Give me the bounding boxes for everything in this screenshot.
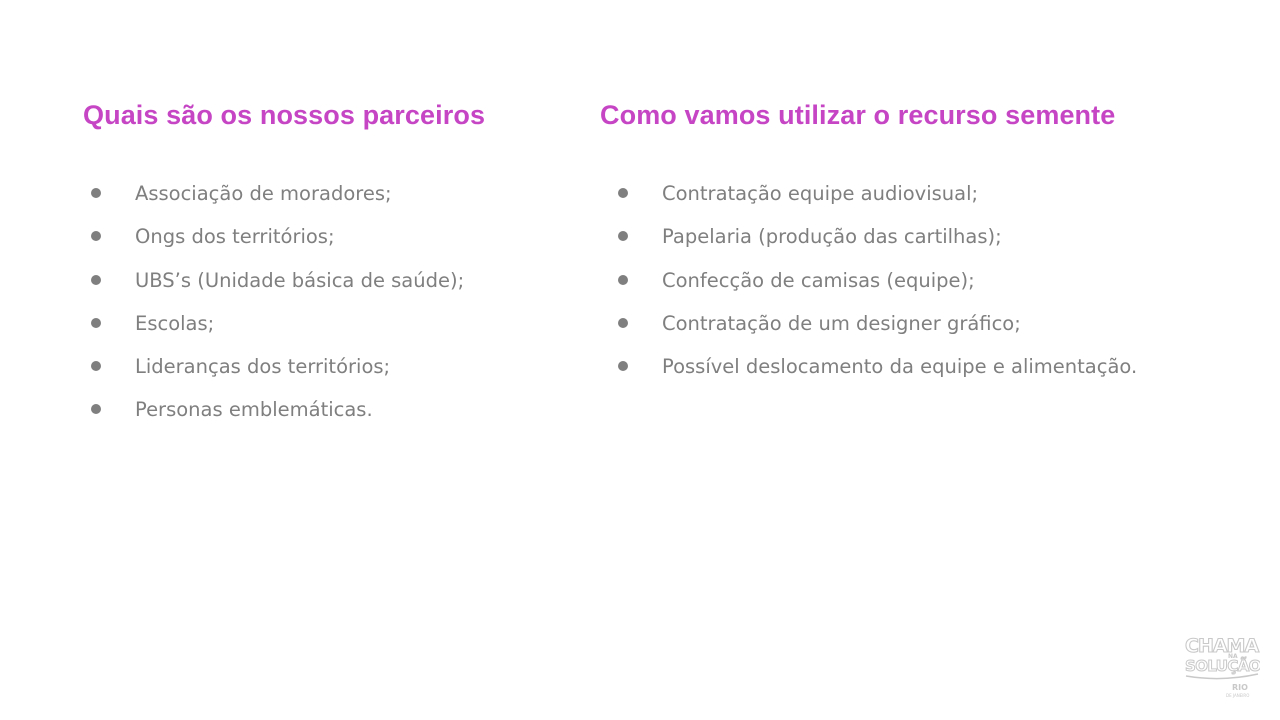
bullet-icon <box>91 275 101 285</box>
partner-item-text: Ongs dos territórios; <box>135 225 335 249</box>
partner-item-text: Associação de moradores; <box>135 182 392 205</box>
bullet-icon <box>91 231 101 241</box>
partner-item-text: UBS’s (Unidade básica de saúde); <box>135 268 465 292</box>
resource-usage-heading: Como vamos utilizar o recurso semente <box>600 100 1116 130</box>
resource-usage-item-text: Possível deslocamento da equipe e alimentação. <box>662 355 1138 379</box>
resource-usage-item-text: Contratação equipe audiovisual; <box>662 182 979 205</box>
svg-text:SOLUÇÃO <box>1185 656 1260 675</box>
bullet-icon <box>91 188 101 198</box>
svg-text:DE JANEIRO <box>1226 693 1249 698</box>
bullet-icon <box>91 318 101 328</box>
partner-item-text: Escolas; <box>135 311 215 335</box>
bullet-icon <box>618 231 628 241</box>
bullet-icon <box>91 361 101 371</box>
bullet-icon <box>618 361 628 371</box>
svg-text:CHAMA <box>1185 635 1259 657</box>
partners-heading: Quais são os nossos parceiros <box>83 100 486 130</box>
logo-mark <box>1184 632 1260 700</box>
resource-usage-item-text: Contratação de um designer gráfico; <box>662 311 1021 335</box>
bullet-icon <box>618 275 628 285</box>
partners-column <box>83 96 563 422</box>
chama-na-solucao-logo <box>1184 632 1260 700</box>
resource-usage-item-text: Papelaria (produção das cartilhas); <box>662 225 1002 249</box>
bullet-icon <box>618 318 628 328</box>
resource-usage-column <box>600 96 1220 379</box>
bullet-icon <box>618 188 628 198</box>
bullet-icon <box>91 404 101 414</box>
svg-text:RIO <box>1232 683 1248 692</box>
partner-item-text: Lideranças dos territórios; <box>135 355 391 379</box>
partner-item-text: Personas emblemáticas. <box>135 398 373 422</box>
resource-usage-item-text: Confecção de camisas (equipe); <box>662 268 975 292</box>
